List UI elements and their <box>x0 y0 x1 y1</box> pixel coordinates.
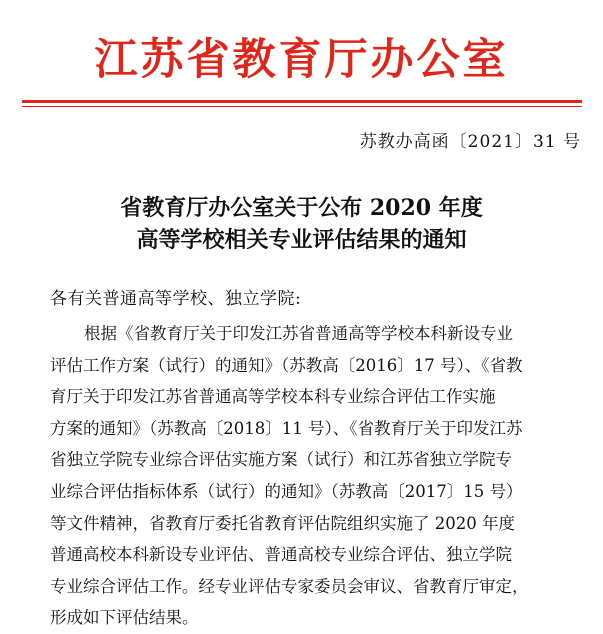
office-header-title: 江苏省教育厅办公室 <box>94 35 509 85</box>
header-red-rule-thick <box>22 100 582 103</box>
body-line: 等文件精神，省教育厅委托省教育评估院组织实施了 2020 年度 <box>50 513 515 533</box>
body-line: 根据《省教育厅关于印发江苏省普通高等学校本科新设专业 <box>84 324 513 343</box>
body-line: 形成如下评估结果。 <box>50 608 199 628</box>
document-title <box>0 192 603 256</box>
document-title-line-1: 省教育厅办公室关于公布 2020 年度 <box>120 195 483 221</box>
body-line: 省独立学院专业综合评估实施方案（试行）和江苏省独立学院专 <box>50 450 512 470</box>
body-line: 育厅关于印发江苏省普通高等学校本科专业综合评估工作实施 <box>50 387 496 407</box>
body-line: 业综合评估指标体系（试行）的通知》（苏教高〔2017〕15 号） <box>50 481 523 501</box>
header-red-rule-thin <box>22 106 582 107</box>
body-line: 普通高校本科新设专业评估、普通高校专业综合评估、独立学院 <box>50 545 512 565</box>
salutation: 各有关普通高等学校、独立学院: <box>50 289 302 309</box>
document-title-line-2: 高等学校相关专业评估结果的通知 <box>136 227 467 253</box>
body-line: 专业综合评估工作。经专业评估专家委员会审议、省教育厅审定， <box>50 576 529 596</box>
body-line: 评估工作方案（试行）的通知》（苏教高〔2016〕17 号）、《省教 <box>50 355 523 375</box>
document-number: 苏教办高函〔2021〕31 号 <box>359 132 581 152</box>
body-paragraph <box>50 318 580 634</box>
body-line: 方案的通知》（苏教高〔2018〕11 号）、《省教育厅关于印发江苏 <box>50 418 523 438</box>
